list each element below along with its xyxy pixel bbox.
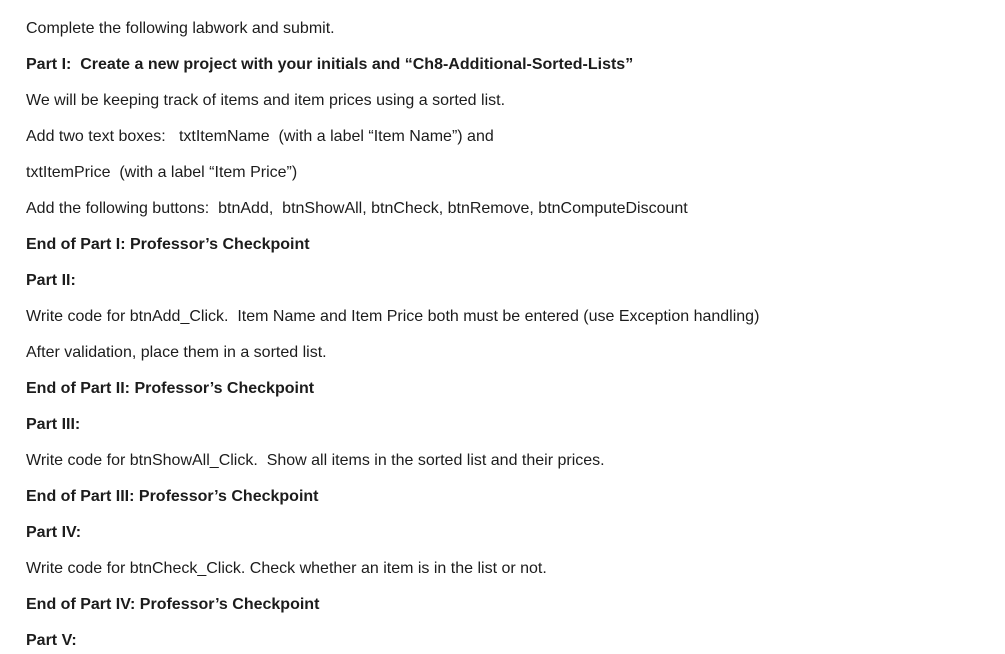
part-1-buttons-line: Add the following buttons: btnAdd, btnShowAll, btnCheck, btnRemove, btnComputeDiscount xyxy=(26,200,688,217)
part-2-checkpoint: End of Part II: Professor’s Checkpoint xyxy=(26,380,315,397)
part-4-heading: Part IV: xyxy=(26,524,82,541)
part-2-instruction: Write code for btnAdd_Click. Item Name and Item Price both must be entered (use Exception handling) xyxy=(26,308,760,325)
part-5-heading: Part V: xyxy=(26,632,77,649)
part-2-heading: Part II: xyxy=(26,272,76,289)
part-1-textboxes-line: Add two text boxes: txtItemName (with a label “Item Name”) and xyxy=(26,128,494,145)
intro-line: Complete the following labwork and submit. xyxy=(26,20,335,37)
part-2-instruction-continued: After validation, place them in a sorted list. xyxy=(26,344,327,361)
part-3-checkpoint: End of Part III: Professor’s Checkpoint xyxy=(26,488,319,505)
part-4-checkpoint: End of Part IV: Professor’s Checkpoint xyxy=(26,596,320,613)
part-3-heading: Part III: xyxy=(26,416,81,433)
part-1-description: We will be keeping track of items and item prices using a sorted list. xyxy=(26,92,506,109)
part-3-instruction: Write code for btnShowAll_Click. Show all items in the sorted list and their prices. xyxy=(26,452,605,469)
part-1-heading: Part I: Create a new project with your initials and “Ch8-Additional-Sorted-Lists” xyxy=(26,56,634,73)
part-1-checkpoint: End of Part I: Professor’s Checkpoint xyxy=(26,236,310,253)
part-1-textboxes-line-continued: txtItemPrice (with a label “Item Price”) xyxy=(26,164,298,181)
part-4-instruction: Write code for btnCheck_Click. Check whether an item is in the list or not. xyxy=(26,560,547,577)
